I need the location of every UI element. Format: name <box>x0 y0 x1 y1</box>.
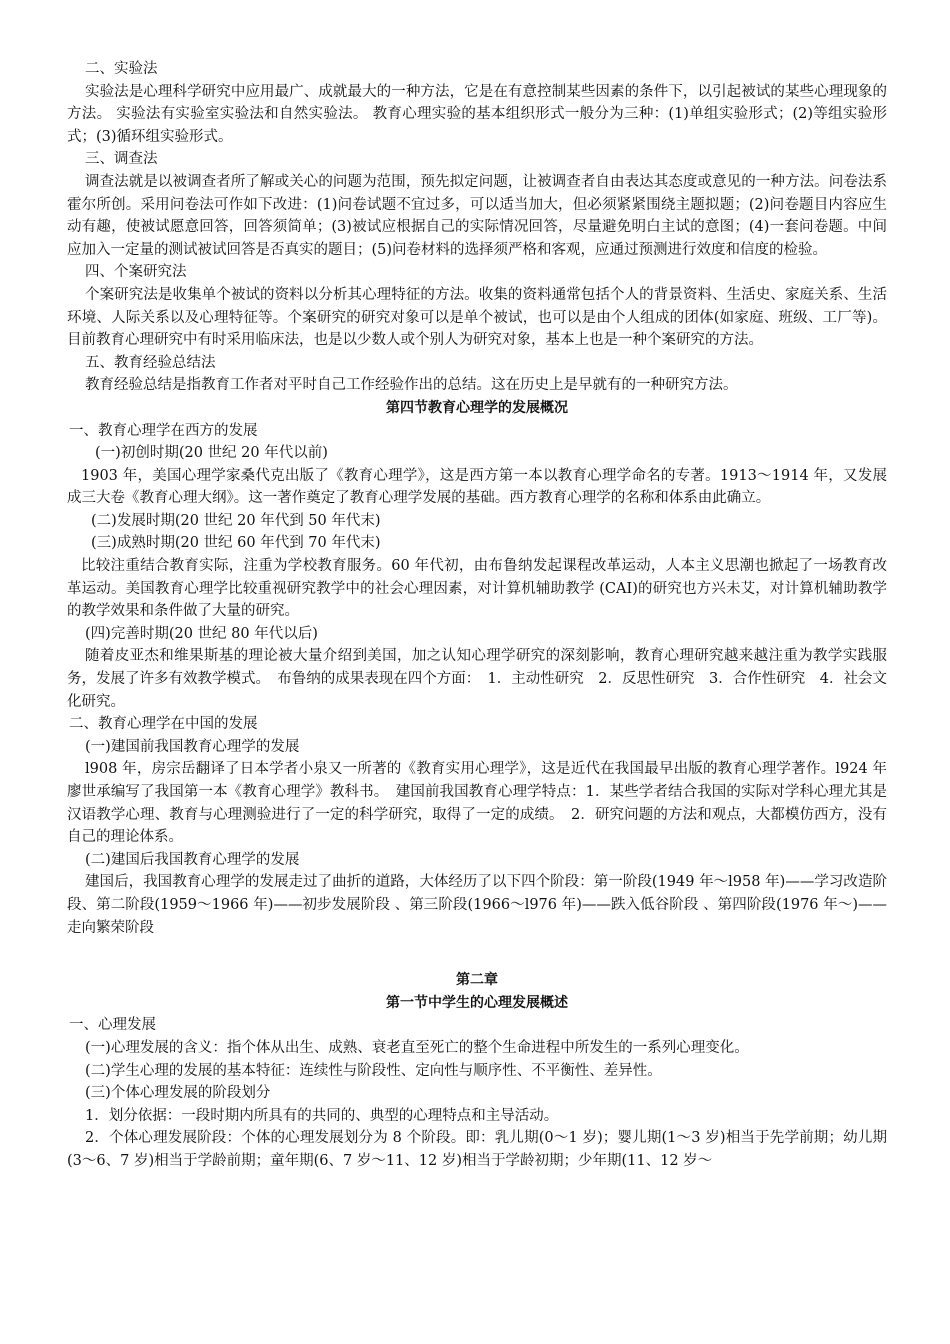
heading-founding-period: (一)初创时期(20 世纪 20 年代以前) <box>95 445 328 462</box>
paragraph-survey-method: 调查法就是以被调查者所了解或关心的问题为范围，预先拟定问题，让被调查者自由表达其态度或意见的一种方法。问卷法系霍尔所创。采用问卷法可作如下改进：(1)问卷试题不宜过多，可以适当加大，但必须紧紧围绕主题拟题；(2)问卷题目内容应生动有趣，使被试愿意回答，回答须简单；(3)被试应根据自己的实际情况回答，尽量避免明白主试的意图；(4)一套问卷题。中间应加入一定量的测试被试回答是否真实的题目；(5)问卷材料的选择须严格和客观，应通过预测进行效度和信度的检验。 <box>67 173 887 258</box>
item-development-features: (二)学生心理的发展的基本特征：连续性与阶段性、定向性与顺序性、不平衡性、差异性。 <box>85 1062 662 1079</box>
paragraph-pre-founding: l908 年，房宗岳翻译了日本学者小泉又一所著的《教育实用心理学》，这是近代在我国最早出版的教育心理学著作。l924 年廖世承编写了我国第一本《教育心理学》教科书。 建国前我国教育心理学特点：1．某些学者结合我国的实际对学科心理尤其是汉语教学心理、教育与心理测验进行了一定的科学研究，取得了一定的成绩。 2．研究问题的方法和观点，大都模仿西方，没有自己的理论体系。 <box>67 761 887 846</box>
paragraph-experiment-method: 实验法是心理科学研究中应用最广、成就最大的一种方法，它是在有意控制某些因素的条件下，以引起被试的某些心理现象的方法。 实验法有实验室实验法和自然实验法。 教育心理实验的基本组织形式一般分为三种：(1)单组实验形式；(2)等组实验形式；(3)循环组实验形式。 <box>67 83 887 145</box>
paragraph-experience-summary-method: 教育经验总结是指教育工作者对平时自己工作经验作出的总结。这在历史上是早就有的一种研究方法。 <box>85 377 738 394</box>
heading-experience-summary-method: 五、教育经验总结法 <box>85 354 216 371</box>
item-stage-list: 2．个体心理发展阶段：个体的心理发展划分为 8 个阶段。即：乳儿期(0～1 岁)；婴儿期(1～3 岁)相当于先学前期；幼儿期(3～6、7 岁)相当于学龄前期；童年期(6、7 岁～11、12 岁)相当于学龄初期；少年期(11、12 岁～ <box>67 1130 887 1169</box>
item-development-stages: (三)个体心理发展的阶段划分 <box>85 1085 271 1102</box>
heading-psych-development: 一、心理发展 <box>69 1017 156 1034</box>
paragraph-mature-period: 比较注重结合教育实际，注重为学校教育服务。60 年代初，由布鲁纳发起课程改革运动，人本主义思潮也掀起了一场教育改革运动。美国教育心理学比较重视研究教学中的社会心理因素，对计算机辅助教学 (CAI)的研究也方兴未艾，对计算机辅助教学的教学效果和条件做了大量的研究。 <box>67 558 887 620</box>
heading-development-period: (二)发展时期(20 世纪 20 年代到 50 年代末) <box>91 512 381 529</box>
heading-pre-founding: (一)建国前我国教育心理学的发展 <box>85 738 300 755</box>
heading-perfect-period: (四)完善时期(20 世纪 80 年代以后) <box>85 625 318 642</box>
heading-china-development: 二、教育心理学在中国的发展 <box>69 716 258 733</box>
paragraph-perfect-period: 随着皮亚杰和维果斯基的理论被大量介绍到美国，加之认知心理学研究的深刻影响，教育心理研究越来越注重为教学实践服务，发展了许多有效教学模式。 布鲁纳的成果表现在四个方面： 1．主动性研究 2．反思性研究 3．合作性研究 4．社会文化研究。 <box>67 648 887 710</box>
heading-west-development: 一、教育心理学在西方的发展 <box>69 422 258 439</box>
document-page <box>67 58 887 1173</box>
heading-survey-method: 三、调查法 <box>85 151 158 168</box>
heading-experiment-method: 二、实验法 <box>85 61 158 77</box>
paragraph-founding-period: 1903 年，美国心理学家桑代克出版了《教育心理学》，这是西方第一本以教育心理学命名的专著。1913～1914 年，又发展成三大卷《教育心理大纲》。这一著作奠定了教育心理学发展的基础。西方教育心理学的名称和体系由此确立。 <box>67 467 887 507</box>
section-title-psych-development: 第一节中学生的心理发展概述 <box>386 994 568 1011</box>
heading-case-study-method: 四、个案研究法 <box>85 264 187 281</box>
item-stage-criteria: 1．划分依据：一段时期内所具有的共同的、典型的心理特点和主导活动。 <box>85 1107 559 1124</box>
heading-post-founding: (二)建国后我国教育心理学的发展 <box>85 851 300 868</box>
section-spacer <box>67 939 887 969</box>
paragraph-post-founding: 建国后，我国教育心理学的发展走过了曲折的道路，大体经历了以下四个阶段：第一阶段(1949 年～l958 年)——学习改造阶段、第二阶段(1959～1966 年)——初步发展阶段 、第三阶段(1966～l976 年)——跌入低谷阶段 、第四阶段(1976 年～)——走向繁荣阶段 <box>67 874 887 936</box>
section-title-development-overview: 第四节教育心理学的发展概况 <box>386 399 568 416</box>
paragraph-case-study-method: 个案研究法是收集单个被试的资料以分析其心理特征的方法。收集的资料通常包括个人的背景资料、生活史、家庭关系、生活环境、人际关系以及心理特征等。个案研究的研究对象可以是单个被试，也可以是由个人组成的团体(如家庭、班级、工厂等)。目前教育心理研究中有时采用临床法，也是以少数人或个别人为研究对象，基本上也是一种个案研究的方法。 <box>67 286 887 349</box>
heading-mature-period: (三)成熟时期(20 世纪 60 年代到 70 年代末) <box>91 535 381 552</box>
chapter-title: 第二章 <box>456 972 498 989</box>
item-development-meaning: (一)心理发展的含义：指个体从出生、成熟、衰老直至死亡的整个生命进程中所发生的一系列心理变化。 <box>85 1039 749 1056</box>
